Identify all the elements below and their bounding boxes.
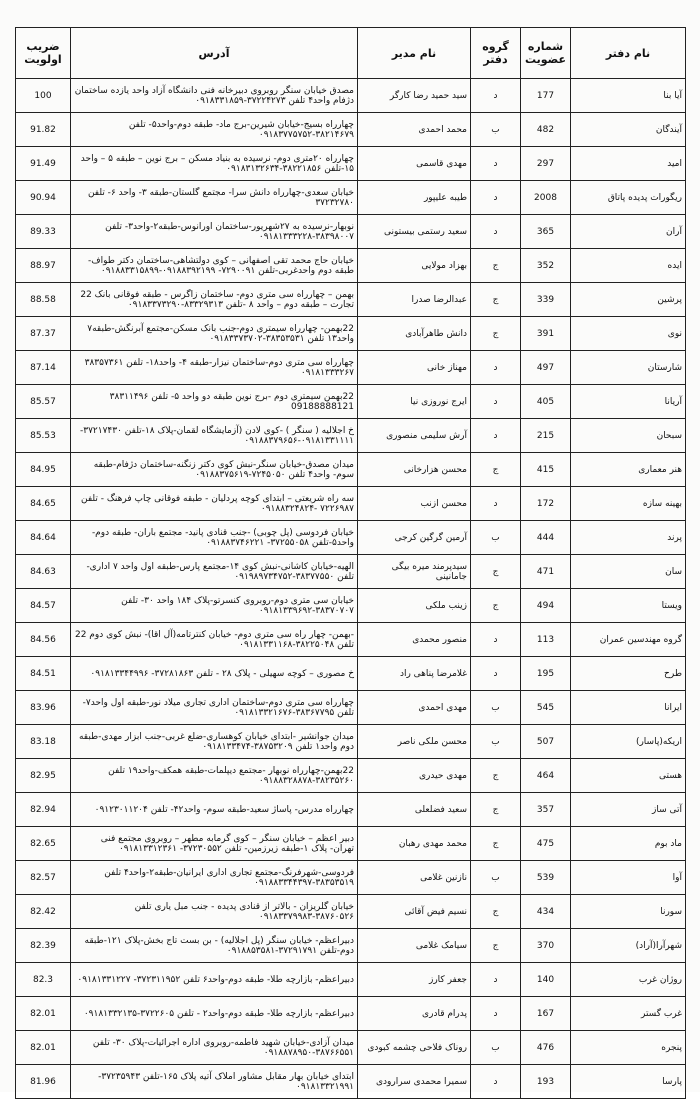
address-cell: خیابان فردوسی (پل چوبی) -جنب قنادی پانید- مجتمع باران- طبقه دوم-واحد۵-تلفن ۳۷۲۵۵۰۵۸- ۰۹۱۸۸۳۷۴۶۲۲۱ (71, 521, 358, 555)
table-row (16, 793, 686, 827)
office-name-cell: سبحان (571, 419, 686, 453)
member-number-cell: 444 (521, 521, 571, 555)
office-name-cell: ویستا (571, 589, 686, 623)
manager-name-cell: نسیم فیض آقائی (358, 895, 471, 929)
office-name-cell: هستی (571, 759, 686, 793)
office-name-cell: سورنا (571, 895, 686, 929)
offices-table (15, 27, 686, 1099)
priority-factor-cell: 83.18 (16, 725, 71, 759)
manager-name-cell: آرمین گرگین کرجی (358, 521, 471, 555)
manager-name-cell: محسن هزارخانی (358, 453, 471, 487)
address-cell: دبیراعظم- بازارچه طلا- طبقه دوم-واحد۲ - تلفن ۳۷۲۲۶۰۵-۰۹۱۸۱۳۳۲۱۳۵ (71, 997, 358, 1031)
office-name-cell: شهرآرا(آراد) (571, 929, 686, 963)
table-row (16, 555, 686, 589)
priority-factor-cell: 84.56 (16, 623, 71, 657)
office-group-cell: د (471, 487, 521, 521)
priority-factor-cell: 82.95 (16, 759, 71, 793)
office-group-cell: د (471, 657, 521, 691)
office-group-cell: ج (471, 589, 521, 623)
member-number-cell: 507 (521, 725, 571, 759)
office-name-cell: آتی ساز (571, 793, 686, 827)
office-group-cell: د (471, 351, 521, 385)
manager-name-cell: طیبه علیپور (358, 181, 471, 215)
member-number-cell: 172 (521, 487, 571, 521)
member-number-cell: 357 (521, 793, 571, 827)
address-cell: چهارراه بسیج-خیابان شیرین-برج ماد- طبقه دوم-واحد۵- تلفن ۳۸۲۱۴۶۷۹-۰۹۱۸۳۷۷۵۷۵۲ (71, 113, 358, 147)
address-cell: 22بهمن سیمتری دوم -برج نوین طبقه دو واحد ۵- تلفن ۳۸۳۱۱۴۹۶ 09188888121 (71, 385, 358, 419)
office-group-cell: د (471, 419, 521, 453)
address-cell: دبیر اعظم – خیابان سنگر – کوی گرمابه مطهر – روبروی مجتمع فنی تهران- پلاک ۱-طبقه زیرزمین- تلفن ۳۷۲۳۰۵۵۲- ۰۹۱۸۱۳۳۱۲۳۶۱ (71, 827, 358, 861)
member-number-cell: 434 (521, 895, 571, 929)
table-row (16, 623, 686, 657)
table-row (16, 691, 686, 725)
office-group-cell: ب (471, 521, 521, 555)
table-row (16, 861, 686, 895)
address-cell: سه راه شریعتی – ابتدای کوچه پردلیان - طبقه فوقانی چاپ فرهنگ - تلفن ۷۲۲۶۹۸۷ -۰۹۱۸۸۳۲۴۸۲۴ (71, 487, 358, 521)
office-name-cell: ایده (571, 249, 686, 283)
manager-name-cell: مهدی حیدری (358, 759, 471, 793)
manager-name-cell: نازنین غلامی (358, 861, 471, 895)
manager-name-cell: محمد مهدی رهبان (358, 827, 471, 861)
member-number-cell: 471 (521, 555, 571, 589)
member-number-cell: 415 (521, 453, 571, 487)
manager-name-cell: سیامک غلامی (358, 929, 471, 963)
priority-factor-cell: 82.42 (16, 895, 71, 929)
table-row (16, 317, 686, 351)
member-number-cell: 391 (521, 317, 571, 351)
table-body (16, 79, 686, 1099)
header-office-group: گروه دفتر (471, 28, 521, 79)
priority-factor-cell: 84.51 (16, 657, 71, 691)
priority-factor-cell: 83.96 (16, 691, 71, 725)
member-number-cell: 476 (521, 1031, 571, 1065)
header-priority-factor: ضریب اولویت (16, 28, 71, 79)
table-row (16, 1065, 686, 1099)
office-group-cell: ب (471, 1031, 521, 1065)
table-row (16, 963, 686, 997)
office-name-cell: بهینه سازه (571, 487, 686, 521)
office-group-cell: ب (471, 113, 521, 147)
office-group-cell: ج (471, 759, 521, 793)
address-cell: 22بهمن-چهارراه نوبهار -مجتمع دیپلمات-طبقه همکف-واحد۱۹ تلفن ۳۸۲۳۵۲۶۰-۰۹۱۸۸۳۲۸۸۷۸ (71, 759, 358, 793)
office-group-cell: ب (471, 725, 521, 759)
priority-factor-cell: 89.33 (16, 215, 71, 249)
priority-factor-cell: 82.3 (16, 963, 71, 997)
office-name-cell: آران (571, 215, 686, 249)
office-group-cell: د (471, 385, 521, 419)
priority-factor-cell: 84.63 (16, 555, 71, 589)
manager-name-cell: سعید فضلعلی (358, 793, 471, 827)
address-cell: -بهمن- چهار راه سی متری دوم- خیابان کنترتامه(آل اقا)- نبش کوی دوم 22 تلفن ۳۸۲۲۵۰۴۸-۰۹۱۸۱۳۳۱۱۶۸ (71, 623, 358, 657)
table-row (16, 385, 686, 419)
table-row (16, 79, 686, 113)
member-number-cell: 475 (521, 827, 571, 861)
member-number-cell: 193 (521, 1065, 571, 1099)
manager-name-cell: عبدالرضا صدرا (358, 283, 471, 317)
manager-name-cell: سمیرا محمدی سرارودی (358, 1065, 471, 1099)
member-number-cell: 113 (521, 623, 571, 657)
office-group-cell: د (471, 181, 521, 215)
member-number-cell: 352 (521, 249, 571, 283)
header-member-number: شماره عضویت (521, 28, 571, 79)
table-row (16, 147, 686, 181)
table-row (16, 521, 686, 555)
header-office-name: نام دفتر (571, 28, 686, 79)
table-row (16, 929, 686, 963)
priority-factor-cell: 82.39 (16, 929, 71, 963)
priority-factor-cell: 85.53 (16, 419, 71, 453)
office-group-cell: د (471, 147, 521, 181)
address-cell: 22بهمن- چهارراه سیمتری دوم-جنب بانک مسکن-مجتمع آبرنگش-طبقه۷ واحد۱۳ تلفن ۳۸۳۵۳۵۳۱-۰۹۱۸۳۳۷۳۷۰۲ (71, 317, 358, 351)
priority-factor-cell: 88.97 (16, 249, 71, 283)
office-name-cell: امید (571, 147, 686, 181)
office-group-cell: ج (471, 453, 521, 487)
manager-name-cell: محسن ازنب (358, 487, 471, 521)
address-cell: خ مصوری – کوچه سهیلی - پلاک ۲۸ - تلفن ۳۷۲۸۱۸۶۳- ۰۹۱۸۱۳۳۴۴۹۹۶ (71, 657, 358, 691)
member-number-cell: 370 (521, 929, 571, 963)
manager-name-cell: جعفر کارز (358, 963, 471, 997)
member-number-cell: 494 (521, 589, 571, 623)
address-cell: الهیه-خیابان کاشانی-نبش کوی ۱۴-مجتمع پارس-طبقه اول واحد ۷ اداری-تلفن ۳۸۳۷۷۵۵۰-۰۹۱۹۸۹۷۳۴۷۵۲ (71, 555, 358, 589)
office-name-cell: شارستان (571, 351, 686, 385)
office-name-cell: هنر معماری (571, 453, 686, 487)
office-group-cell: د (471, 1065, 521, 1099)
member-number-cell: 464 (521, 759, 571, 793)
manager-name-cell: دانش طاهرآبادی (358, 317, 471, 351)
address-cell: دبیراعظم- بازارچه طلا- طبقه دوم-واحد۶ تلفن ۳۷۲۳۱۱۹۵۲- ۰۹۱۸۱۳۳۱۲۲۷ (71, 963, 358, 997)
office-group-cell: ج (471, 929, 521, 963)
office-name-cell: آوا (571, 861, 686, 895)
table-row (16, 1031, 686, 1065)
address-cell: خ اجلالیه ( سنگر ) -کوی لادن (آزمایشگاه لقمان-پلاک ۱۸-تلفن ۳۷۲۱۷۴۳۰- ۰۹۱۸۱۳۳۱۱۱۱-۰۹۱۸۸۳۷۹۶۵۶ (71, 419, 358, 453)
priority-factor-cell: 88.58 (16, 283, 71, 317)
office-name-cell: ریگورات پدیده پاتاق (571, 181, 686, 215)
manager-name-cell: روناک فلاحی چشمه کبودی (358, 1031, 471, 1065)
address-cell: فردوسی-شهرفرنگ-مجتمع تجاری اداری ایرانیان-طبقه۲-واحد۴ تلفن ۳۸۳۵۳۵۱۹-۰۹۱۸۸۳۳۴۴۳۹۷ (71, 861, 358, 895)
address-cell: چهارراه سی متری دوم-ساختمان اداری تجاری میلاد نور-طبقه اول واحد۷- تلفن ۳۸۳۶۷۷۹۵-۰۹۱۸۱۳۳۲۱۶۷۶ (71, 691, 358, 725)
office-name-cell: آریانا (571, 385, 686, 419)
manager-name-cell: سعید رستمی بیستونی (358, 215, 471, 249)
manager-name-cell: منصور محمدی (358, 623, 471, 657)
office-group-cell: ج (471, 555, 521, 589)
manager-name-cell: مهناز خانی (358, 351, 471, 385)
address-cell: چهارراه سی متری دوم-ساختمان نیزار-طبقه ۴- واحد۱۸- تلفن ۳۸۳۵۷۳۶۱ ۰۹۱۸۱۳۳۳۲۶۷ (71, 351, 358, 385)
member-number-cell: 482 (521, 113, 571, 147)
member-number-cell: 539 (521, 861, 571, 895)
table-row (16, 725, 686, 759)
member-number-cell: 2008 (521, 181, 571, 215)
address-cell: خیابان سعدی-چهارراه دانش سرا- مجتمع گلستان-طبقه ۳- واحد ۶- تلفن ۳۷۲۳۲۷۸۰ (71, 181, 358, 215)
table-row (16, 487, 686, 521)
member-number-cell: 497 (521, 351, 571, 385)
header-address: آدرس (71, 28, 358, 79)
table-row (16, 113, 686, 147)
priority-factor-cell: 87.14 (16, 351, 71, 385)
member-number-cell: 167 (521, 997, 571, 1031)
office-group-cell: ج (471, 895, 521, 929)
priority-factor-cell: 91.82 (16, 113, 71, 147)
priority-factor-cell: 82.94 (16, 793, 71, 827)
office-group-cell: د (471, 963, 521, 997)
manager-name-cell: مهدی قاسمی (358, 147, 471, 181)
office-name-cell: آیا بنا (571, 79, 686, 113)
table-row (16, 589, 686, 623)
manager-name-cell: محمد احمدی (358, 113, 471, 147)
office-name-cell: پنجره (571, 1031, 686, 1065)
address-cell: خیابان سی متری دوم-روبروی کنسرتو-پلاک ۱۸۴ واحد ۳۰- تلفن ۳۸۳۷۰۷۰۷-۰۹۱۸۱۳۳۹۶۹۲ (71, 589, 358, 623)
address-cell: میدان جوانشیر -ابتدای خیابان کوهساری-ضلع غربی-جنب ابزار مهدی-طبقه دوم واحد۱ تلفن ۳۸۷۵۳۲۰۹-۰۹۱۸۱۳۳۴۷۴ (71, 725, 358, 759)
office-group-cell: د (471, 997, 521, 1031)
office-name-cell: طرح (571, 657, 686, 691)
member-number-cell: 365 (521, 215, 571, 249)
table-row (16, 181, 686, 215)
priority-factor-cell: 84.57 (16, 589, 71, 623)
office-group-cell: ب (471, 691, 521, 725)
office-name-cell: سان (571, 555, 686, 589)
manager-name-cell: ایرج نوروزی نیا (358, 385, 471, 419)
address-cell: دبیراعظم- خیابان سنگر (پل اجلالیه) - بن بست تاج بخش-پلاک ۱۲۱-طبقه دوم-تلفن ۳۷۲۹۱۷۹۱-۰۹۱۸۸۵۳۵۸۱ (71, 929, 358, 963)
manager-name-cell: بهزاد مولایی (358, 249, 471, 283)
priority-factor-cell: 84.95 (16, 453, 71, 487)
office-group-cell: ج (471, 283, 521, 317)
address-cell: مصدق خیابان سنگر روبروی دبیرخانه فنی دانشگاه آزاد واحد یازده ساختمان دژفام واحد۴ تلفن ۳۷۲۲۴۲۷۳-۰۹۱۸۳۳۱۸۵۹ (71, 79, 358, 113)
office-group-cell: ج (471, 317, 521, 351)
address-cell: نوبهار-نرسیده به ۲۷شهریور-ساختمان اورانوس-طبقه۲-واحد۳- تلفن ۳۸۳۹۸۰۰۷-۰۹۱۸۱۳۳۳۲۲۸ (71, 215, 358, 249)
office-group-cell: ب (471, 861, 521, 895)
table-row (16, 283, 686, 317)
address-cell: میدان مصدق-خیابان سنگر-نبش کوی دکتر زنگنه-ساختمان دژفام-طبقه سوم- واحد۴ تلفن ۷۲۴۵۰۵۰-۰۹۱۸۸۳۷۵۶۱۹ (71, 453, 358, 487)
manager-name-cell: مهدی احمدی (358, 691, 471, 725)
office-group-cell: د (471, 215, 521, 249)
member-number-cell: 195 (521, 657, 571, 691)
office-name-cell: ایرانا (571, 691, 686, 725)
table-row (16, 997, 686, 1031)
office-group-cell: ج (471, 249, 521, 283)
member-number-cell: 339 (521, 283, 571, 317)
member-number-cell: 215 (521, 419, 571, 453)
priority-factor-cell: 100 (16, 79, 71, 113)
priority-factor-cell: 82.65 (16, 827, 71, 861)
office-name-cell: پرند (571, 521, 686, 555)
office-group-cell: ج (471, 827, 521, 861)
office-name-cell: پارسا (571, 1065, 686, 1099)
priority-factor-cell: 85.57 (16, 385, 71, 419)
manager-name-cell: زینب ملکی (358, 589, 471, 623)
office-group-cell: د (471, 79, 521, 113)
priority-factor-cell: 81.96 (16, 1065, 71, 1099)
office-name-cell: اریکه(پاسار) (571, 725, 686, 759)
office-name-cell: روژان غرب (571, 963, 686, 997)
priority-factor-cell: 84.64 (16, 521, 71, 555)
header-manager-name: نام مدیر (358, 28, 471, 79)
table-row (16, 215, 686, 249)
table-header-row (16, 28, 686, 79)
office-name-cell: نوی (571, 317, 686, 351)
priority-factor-cell: 84.65 (16, 487, 71, 521)
priority-factor-cell: 82.01 (16, 1031, 71, 1065)
address-cell: ابتدای خیابان بهار مقابل مشاور املاک آتیه پلاک ۱۶۵-تلفن ۳۷۲۳۵۹۴۳- ۰۹۱۸۱۳۳۲۱۹۹۱ (71, 1065, 358, 1099)
office-group-cell: ج (471, 793, 521, 827)
manager-name-cell: محسن ملکی ناصر (358, 725, 471, 759)
member-number-cell: 177 (521, 79, 571, 113)
address-cell: خیابان گلریزان - بالاتر از قنادی پدیده - جنب مبل یاری تلفن ۳۸۷۶۰۵۲۶-۰۹۱۸۳۳۷۹۹۸۳ (71, 895, 358, 929)
priority-factor-cell: 91.49 (16, 147, 71, 181)
office-name-cell: غرب گستر (571, 997, 686, 1031)
table-row (16, 657, 686, 691)
member-number-cell: 405 (521, 385, 571, 419)
table-row (16, 419, 686, 453)
member-number-cell: 297 (521, 147, 571, 181)
table-row (16, 895, 686, 929)
priority-factor-cell: 90.94 (16, 181, 71, 215)
office-name-cell: ماد بوم (571, 827, 686, 861)
table-row (16, 249, 686, 283)
member-number-cell: 545 (521, 691, 571, 725)
manager-name-cell: سید حمید رضا کارگر (358, 79, 471, 113)
table-row (16, 827, 686, 861)
manager-name-cell: غلامرضا پناهی راد (358, 657, 471, 691)
address-cell: میدان آزادی-خیابان شهید فاطمه-روبروی اداره اجرائیات-پلاک ۳۰- تلفن ۳۸۷۶۶۵۵۱-۰۹۱۸۸۷۸۹۵۰ (71, 1031, 358, 1065)
priority-factor-cell: 87.37 (16, 317, 71, 351)
address-cell: چهارراه مدرس- پاساژ سعید-طبقه سوم- واحد۴۲- تلفن ۰۹۱۲۳۰۱۱۲۰۴ (71, 793, 358, 827)
table-row (16, 759, 686, 793)
table-row (16, 453, 686, 487)
office-name-cell: آیندگان (571, 113, 686, 147)
manager-name-cell: سیدپرمند میره بیگی جامانینی (358, 555, 471, 589)
address-cell: بهمن – چهارراه سی متری دوم- ساختمان زاگرس - طبقه فوقانی بانک 22 تجارت – طبقه دوم – واحد ۸ -تلفن ۸۳۳۲۹۳۱۳-۰۹۱۸۳۳۷۳۲۹۰ (71, 283, 358, 317)
address-cell: چهارراه ۲۰متری دوم- نرسیده به بنیاد مسکن – برج نوین – طبقه ۵ – واحد ۱۵-تلفن ۳۸۲۲۱۸۵۶-۰۹۱۸۳۱۳۲۶۳۴ (71, 147, 358, 181)
address-cell: خیابان حاج محمد تقی اصفهانی – کوی دولتشاهی-ساختمان دکتر طواف-طبقه دوم واحدغربی-تلفن ۷۲۹۰۰۹۱- ۰۹۱۸۸۳۹۲۱۹۹-۰۹۱۸۸۳۳۱۵۸۹۹ (71, 249, 358, 283)
member-number-cell: 140 (521, 963, 571, 997)
manager-name-cell: پدرام قادری (358, 997, 471, 1031)
priority-factor-cell: 82.57 (16, 861, 71, 895)
office-name-cell: پرشین (571, 283, 686, 317)
manager-name-cell: آرش سلیمی منصوری (358, 419, 471, 453)
office-group-cell: د (471, 623, 521, 657)
priority-factor-cell: 82.01 (16, 997, 71, 1031)
office-name-cell: گروه مهندسین عمران (571, 623, 686, 657)
table-row (16, 351, 686, 385)
